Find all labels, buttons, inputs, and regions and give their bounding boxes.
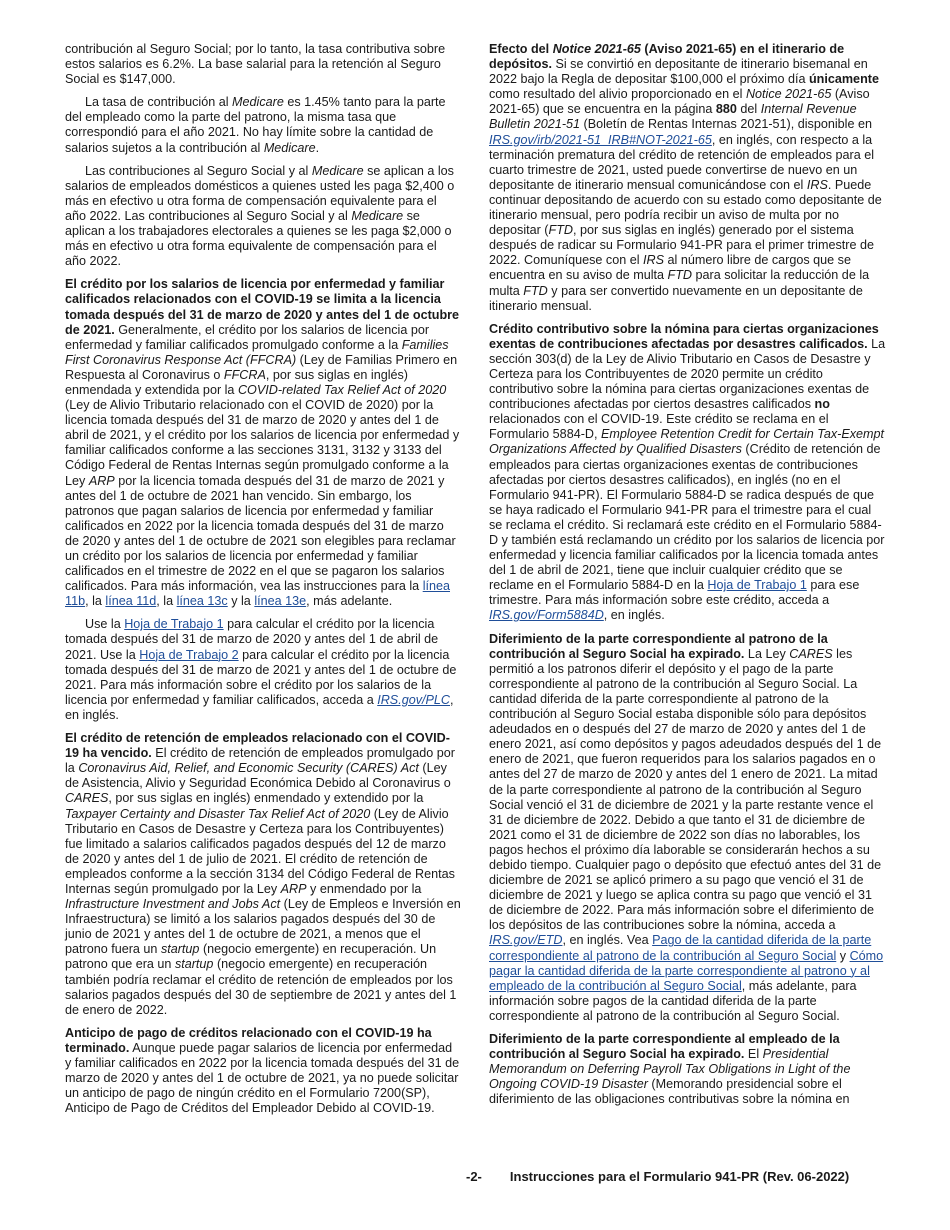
text: , por sus siglas en inglés) enmendada y extendida por la — [65, 367, 408, 397]
text: . Puede continuar depositando de acuerdo con su estado como depositante de itinerario mensual, pero podría recibir un aviso de multa por no depositar ( — [489, 177, 882, 238]
text: por la licencia tomada después del 31 de marzo de 2021 y antes del 1 de octubre de 2021 han vencido. Sin embargo, los patronos que pagan salarios de licencia por enfermedad y familiar calificados en 2022 por la licencia tomada después del 31 de marzo de 2020 y antes del 1 de octubre de 2021 son elegibles para reclamar un crédito por los salarios de licencia por enfermedad y familiar calificados en el trimestre de 2022 en el que se pagaron los salarios calificados. Para más información, vea las instrucciones para la — [65, 473, 456, 594]
italic-term: startup — [160, 942, 200, 957]
link-employer-deferral-payment[interactable]: Pago de la cantidad diferida de la parte correspondiente al patrono de la contribución al Seguro Social — [489, 933, 872, 963]
text: y la — [227, 594, 255, 609]
page-footer — [466, 1169, 886, 1184]
text: (Ley de Empleos e Inversión en Infraestructura) se limitó a los salarios pagados después del 30 de junio de 2021 y antes del 1 de octubre de 2021, a menos que el patrono fuera un — [65, 897, 461, 957]
section-heading: Crédito contributivo sobre la nómina para ciertas organizaciones exentas de contribuciones afectadas por desastres calificados. — [489, 321, 879, 351]
italic-term: Taxpayer Certainty and Disaster Tax Relief Act of 2020 — [65, 806, 371, 821]
left-column — [65, 42, 461, 1124]
text: Las contribuciones al Seguro Social y al — [85, 163, 312, 178]
link-irb-2021-51[interactable]: IRS.gov/irb/2021-51_IRB#NOT-2021-65 — [489, 132, 712, 147]
section-heading: Anticipo de pago de créditos relacionado con el COVID-19 ha terminado. — [65, 1025, 432, 1055]
text: , la — [156, 594, 177, 609]
text: , por sus siglas en inglés) enmendado y extendido por la — [108, 791, 424, 806]
section-heading: El crédito por los salarios de licencia por enfermedad y familiar calificados relacionados con el COVID-19 se limita a la licencia tomada después del 31 de marzo de 2020 y antes del 1 de octubre de 2021. — [65, 277, 460, 337]
link-worksheet-2[interactable]: Hoja de Trabajo 2 — [139, 647, 239, 662]
italic-term: ARP — [280, 881, 307, 896]
text: se aplican a los trabajadores electorales a quienes se les paga $2,000 o más en efectivo u otra forma equivalente de compensación para el año 2022. — [65, 208, 452, 269]
italic-term: IRS — [643, 253, 665, 268]
text: y — [836, 948, 850, 963]
text: , en inglés. — [603, 608, 665, 623]
text: para ese trimestre. Para más información sobre este crédito, acceda a — [489, 578, 860, 608]
link-form-5884d[interactable]: IRS.gov/Form5884D — [489, 608, 604, 623]
text: (Ley de Alivio Tributario en Casos de Desastre y Certeza para los Contribuyentes) fue limitado a salarios calificados pagados después del 12 de marzo de 2020 y antes del 1 de julio de 2021. El crédito de retención de empleados conforme a la sección 3134 del Código Federal de Rentas Internas según promulgado por la Ley — [65, 806, 455, 896]
text: para solicitar la reducción de la multa — [489, 268, 870, 298]
text: (Ley de Alivio Tributario relacionado con el COVID de 2020) por la licencia tomada después del 31 de marzo de 2020 y antes del 1 de abril de 2021, y el crédito por los salarios de licencia por enfermedad y familiar calificados conforme a las secciones 3131, 3132 y 3133 del Código Federal de Rentas Internas según promulgado conforme a la Ley — [65, 398, 460, 488]
page-number: -2- — [466, 1169, 482, 1184]
section-heading: El crédito de retención de empleados relacionado con el COVID-19 ha vencido. — [65, 731, 450, 761]
link-irs-etd[interactable]: IRS.gov/ETD — [489, 933, 563, 948]
text: La Ley — [744, 646, 790, 661]
bold-term: no — [814, 397, 830, 412]
paragraph-medicare-rate — [65, 95, 461, 155]
italic-term: ARP — [88, 473, 115, 488]
text: y para ser convertido nuevamente en un depositante de itinerario mensual. — [489, 283, 863, 313]
italic-term: Medicare — [311, 163, 364, 178]
text: (Memorando presidencial sobre el diferimiento de las obligaciones contributivas sobre la nómina en — [489, 1077, 850, 1107]
italic-term: CARES — [65, 791, 109, 806]
right-column — [489, 42, 886, 1115]
text: les permitió a los patronos diferir el depósito y el pago de la parte correspondiente al patrono de la contribución al Seguro Social. La cantidad diferida de la parte correspondiente al patrono de la contribución al Seguro Social estaba disponible sólo para depósitos adeudados en o después del 27 de marzo de 2020 y antes del 1 de enero 2021, así como depósitos y pagos adeudados después del 1 de enero de 2021, que fueron requeridos para los salarios pagados en o antes del 27 de marzo de 2020 y antes del 1 enero de 2021. La mitad de la parte correspondiente al patrono de la contribución al Seguro Social venció el 31 de diciembre de 2021 y la parte restante vence el 31 de diciembre de 2022. Debido a que tanto el 31 de diciembre de 2021 como el 31 de diciembre de 2022 son días no laborables, los pagos hechos el próximo día laborable se considerarán hechos a su debido tiempo. Cualquier pago o depósito que efectuó antes del 31 de diciembre de 2021 se aplicó primero a su pago que venció el 31 de diciembre de 2021 y luego se aplica contra su pago que venció el 31 de diciembre de 2022. Para más información sobre el diferimiento de los depósitos de las contribuciones sobre la nómina, acceda a — [489, 646, 882, 933]
text: , por sus siglas en inglés) generado por el sistema después de radicar su Formulario 941-PR para el primer trimestre de 2022. Comuníquese con el — [489, 223, 874, 268]
italic-term: COVID-related Tax Relief Act of 2020 — [237, 382, 447, 397]
text: y enmendado por la — [306, 881, 422, 896]
italic-term: Presidential Memorandum on Deferring Payroll Tax Obligations in Light of the Ongoing COVID-19 Disaster — [489, 1047, 851, 1092]
italic-term: Infrastructure Investment and Jobs Act — [65, 897, 281, 912]
italic-term: Employee Retention Credit for Certain Tax-Exempt Organizations Affected by Qualified Disasters — [489, 427, 885, 457]
bold-term: 880 — [715, 102, 737, 117]
link-worksheet-1[interactable]: Hoja de Trabajo 1 — [707, 578, 807, 593]
text: es 1.45% tanto para la parte del empleado como la parte del patrono, la misma tasa que correspondió para el año 2021. No hay límite sobre la cantidad de salarios sujetos a la contribución al — [65, 95, 446, 155]
link-irs-plc[interactable]: IRS.gov/PLC — [377, 692, 450, 707]
link-line-13c[interactable]: línea 13c — [176, 594, 228, 609]
text: , más adelante. — [306, 594, 393, 609]
paragraph-household-employees — [65, 164, 461, 270]
text: para calcular el crédito por la licencia tomada después del 31 de marzo de 2021 y antes del 1 de octubre de 2021. Para más información sobre el crédito por los salarios de la licencia por enfermedad y familiar calificados, acceda a — [65, 647, 457, 707]
form-title: Instrucciones para el Formulario 941-PR (Rev. 06-2022) — [509, 1169, 850, 1184]
text: para calcular el crédito por la licencia tomada después del 31 de marzo de 2020 y antes del 1 de abril de 2021. Use la — [65, 617, 439, 662]
text: como resultado del alivio proporcionado en el — [489, 87, 746, 102]
paragraph-advance-payment — [65, 1026, 461, 1117]
italic-term: Notice 2021-65 — [745, 87, 832, 102]
text: (negocio emergente) en recuperación. Un patrono que era un — [65, 942, 437, 972]
text: , en inglés, con respecto a la terminación prematura del crédito de retención de empleados para el cuarto trimestre de 2021, usted puede convertirse de nuevo en un depositante de itinerario mensual comunicándose con el — [489, 132, 875, 192]
italic-term: Coronavirus Aid, Relief, and Economic Security (CARES) Act — [78, 761, 419, 776]
text: al número libre de cargos que se encuentra en su aviso de multa — [489, 253, 851, 283]
paragraph-notice-2021-65 — [489, 42, 886, 314]
paragraph-ss-rate — [65, 42, 461, 87]
text: . — [315, 140, 320, 155]
link-line-13e[interactable]: línea 13e — [254, 594, 307, 609]
text: , más adelante, para información sobre pagos de la cantidad diferida de la parte correspondiente al patrono de la contribución al Seguro Social. — [489, 978, 857, 1023]
paragraph-employer-deferral — [489, 632, 886, 1024]
text: relacionados con el COVID-19. Este crédito se reclama en el Formulario 5884-D, — [489, 412, 829, 442]
italic-term: FTD — [523, 283, 548, 298]
text: (Aviso 2021-65) en el itinerario de depósitos. — [489, 42, 845, 72]
italic-term: IRS — [806, 177, 828, 192]
italic-term: startup — [174, 957, 214, 972]
italic-term: Internal Revenue Bulletin 2021-51 — [489, 102, 857, 132]
section-heading: Diferimiento de la parte correspondiente al empleado de la contribución al Seguro Social ha expirado. — [489, 1032, 840, 1062]
italic-term: Families First Coronavirus Response Act (FFCRA) — [65, 337, 449, 367]
text: , en inglés. — [65, 692, 454, 722]
section-heading: Diferimiento de la parte correspondiente al patrono de la contribución al Seguro Social ha expirado. — [489, 631, 828, 661]
text: , la — [85, 594, 106, 609]
text: se aplican a los salarios de empleados domésticos a quienes usted les paga $2,400 o más en efectivo u otra forma de compensación equivalente para el año 2022. Las contribuciones al Seguro Social y al — [65, 163, 455, 223]
text: , en inglés. Vea — [562, 933, 653, 948]
link-worksheet-1[interactable]: Hoja de Trabajo 1 — [124, 617, 224, 632]
italic-term: Medicare — [351, 208, 404, 223]
italic-term: FTD — [667, 268, 693, 283]
bold-term: únicamente — [808, 72, 879, 87]
italic-term: FFCRA — [223, 367, 266, 382]
text: (negocio emergente) en recuperación también podría reclamar el crédito de retención de empleados por los salarios pagados después del 30 de septiembre de 2021 y antes del 1 de enero de 2022. — [65, 957, 457, 1017]
text: (Crédito de retención de empleados para ciertas organizaciones exentas de contribuciones afectadas por ciertos desastres calificados), en inglés (no en el Formulario 941-PR). El Formulario 5884-D se radica después de que se haya radicado el Formulario 941-PR para el trimestre para el cual se reclama el crédito. Si reclamará este crédito en el Formulario 5884-D y también está reclamando un crédito por los salarios de licencia por enfermedad y licencia familiar calificados por la licencia tomada antes del 1 de abril de 2021, tiene que incluir cualquier crédito que se reclame en el Formulario 5884-D en la — [489, 442, 885, 593]
italic-term: Medicare — [263, 140, 316, 155]
text: La sección 303(d) de la Ley de Alivio Tributario en Casos de Desastre y Certeza para los Contribuyentes de 2020 permite un crédito contributivo sobre la nómina para ciertas organizaciones exentas de contribuciones afectadas por ciertos desastres calificados — [489, 336, 886, 412]
paragraph-worksheets — [65, 617, 461, 723]
text: (Ley de Familias Primero en Respuesta al Coronavirus o — [65, 352, 458, 382]
text: Si se convirtió en depositante de itinerario bisemanal en 2022 bajo la Regla de depositar $100,000 el próximo día — [489, 57, 868, 87]
text: La tasa de contribución al — [85, 95, 233, 110]
paragraph-sick-leave-credit — [65, 277, 461, 609]
text: Efecto del — [489, 42, 553, 56]
text: Aunque puede pagar salarios de licencia por enfermedad y familiar calificados en 2022 por la licencia tomada después del 31 de marzo de 2020 y antes del 1 de octubre de 2021, ya no puede solicitar un anticipo de pago de ningún crédito en el Formulario 7200(SP), Anticipo de Pago de Créditos del Empleador Debido al COVID-19. — [65, 1040, 460, 1116]
paragraph-employee-deferral — [489, 1032, 886, 1107]
italic-term: CARES — [789, 646, 833, 661]
text: del — [736, 102, 761, 117]
text: (Boletín de Rentas Internas 2021-51), disponible en — [580, 117, 872, 132]
link-how-to-pay-deferral[interactable]: Cómo pagar la cantidad diferida de la parte correspondiente al patrono y al empleado de la contribución al Seguro Social — [489, 948, 884, 993]
text: contribución al Seguro Social; por lo tanto, la tasa contributiva sobre estos salarios es 6.2%. La base salarial para la retención al Seguro Social es $147,000. — [65, 42, 446, 87]
paragraph-retention-credit — [65, 731, 461, 1018]
text: Use la — [85, 617, 125, 632]
text: El crédito de retención de empleados promulgado por la — [65, 746, 455, 776]
paragraph-disaster-credit — [489, 322, 886, 624]
text: (Aviso 2021-65) que se encuentra en la página — [489, 87, 870, 117]
italic-term: Notice 2021-65 — [552, 42, 641, 56]
italic-term: Medicare — [232, 95, 284, 110]
text: Generalmente, el crédito por los salarios de licencia por enfermedad y familiar calificados promulgado conforme a la — [65, 322, 430, 352]
text: (Ley de Asistencia, Alivio y Seguridad Económica Debido al Coronavirus o — [65, 761, 451, 791]
text: El — [744, 1047, 763, 1062]
link-line-11d[interactable]: línea 11d — [105, 594, 157, 609]
link-line-11b[interactable]: línea 11b — [65, 579, 450, 609]
italic-term: FTD — [548, 223, 573, 238]
